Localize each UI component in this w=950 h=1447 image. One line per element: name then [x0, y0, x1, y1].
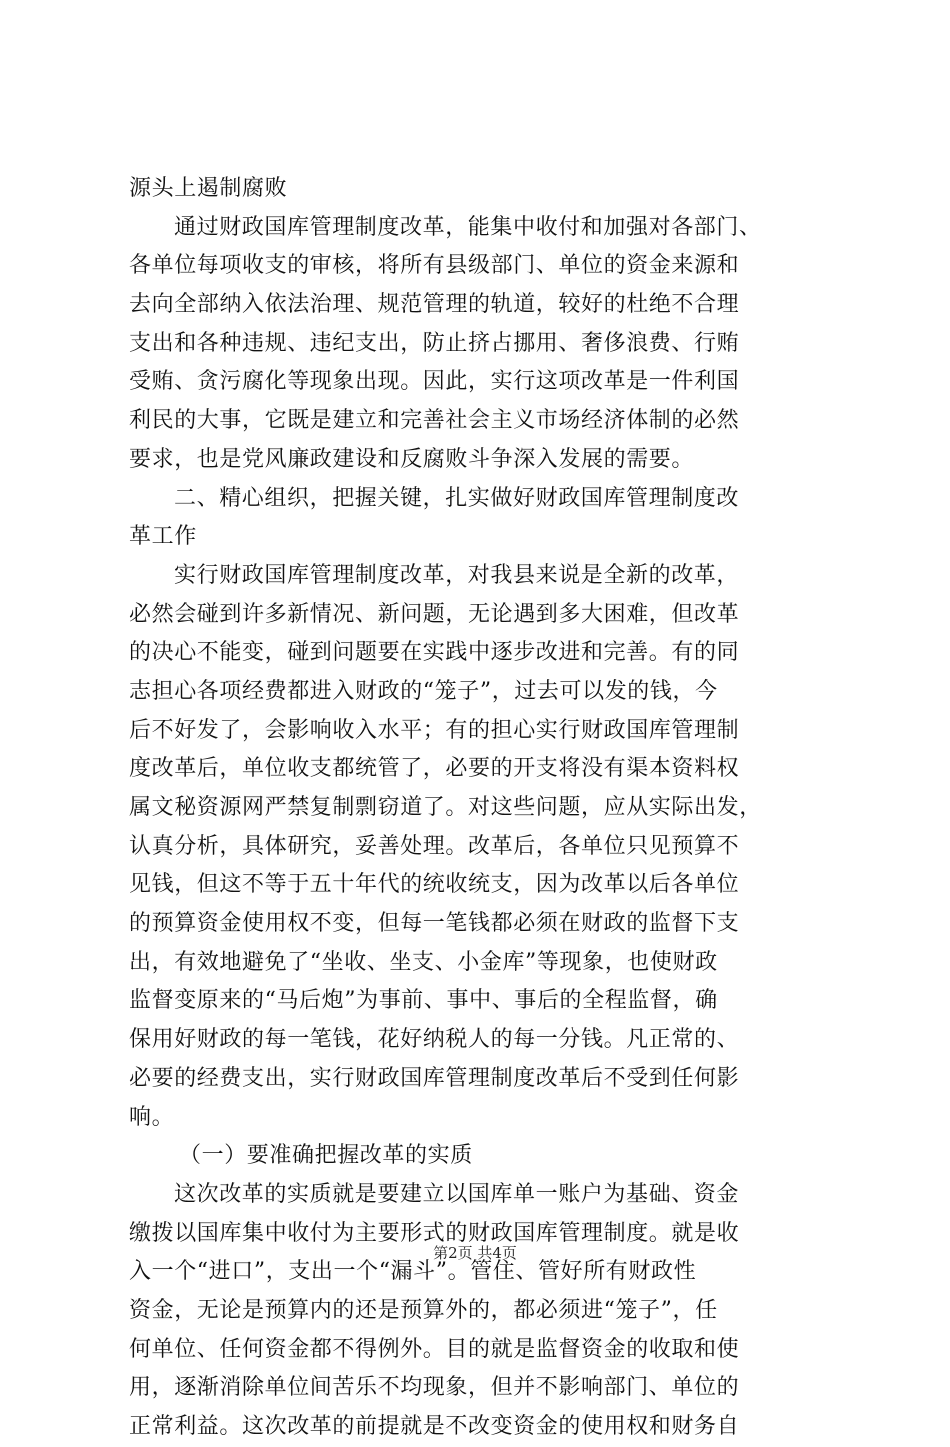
text-line: 入一个“进口”，支出一个“漏斗”。管住、管好所有财政性 — [129, 1259, 697, 1285]
text-line: 属文秘资源网严禁复制剽窃道了。对这些问题，应从实际出发， — [129, 795, 762, 820]
page-number-footer: 第2页 共4页 — [433, 1244, 517, 1262]
text-line: 必要的经费支出，实行财政国库管理制度改革后不受到任何影 — [129, 1065, 740, 1091]
text-line: 源头上遏制腐败 — [129, 176, 288, 201]
paragraph-start-line: 通过财政国库管理制度改革，能集中收付和加强对各部门、 — [174, 214, 762, 240]
text-line: 的决心不能变，碰到问题要在实践中逐步改进和完善。有的同 — [129, 640, 740, 666]
text-line: 响。 — [129, 1104, 175, 1130]
text-line: 何单位、任何资金都不得例外。目的就是监督资金的收取和使 — [129, 1336, 740, 1362]
paragraph-start-line: 这次改革的实质就是要建立以国库单一账户为基础、资金 — [174, 1181, 740, 1207]
text-line: 度改革后，单位收支都统管了，必要的开支将没有渠本资料权 — [129, 756, 740, 782]
text-line: 用，逐渐消除单位间苦乐不均现象，但并不影响部门、单位的 — [129, 1375, 740, 1401]
text-line: 利民的大事，它既是建立和完善社会主义市场经济体制的必然 — [129, 408, 740, 434]
subsection-heading-line: （一）要准确把握改革的实质 — [179, 1143, 473, 1169]
text-line: 缴拨以国库集中收付为主要形式的财政国库管理制度。就是收 — [129, 1220, 740, 1246]
text-line: 支出和各种违规、违纪支出，防止挤占挪用、奢侈浪费、行贿 — [129, 330, 740, 356]
text-line: 出，有效地避免了“坐收、坐支、小金库”等现象，也使财政 — [129, 949, 718, 975]
section-heading-line: 二、精心组织，把握关键，扎实做好财政国库管理制度改 — [174, 485, 740, 511]
text-line: 去向全部纳入依法治理、规范管理的轨道，较好的杜绝不合理 — [129, 292, 740, 318]
text-line: 要求，也是党风廉政建设和反腐败斗争深入发展的需要。 — [129, 446, 695, 472]
text-line: 后不好发了，会影响收入水平；有的担心实行财政国库管理制 — [129, 717, 740, 743]
text-line: 监督变原来的“马后炮”为事前、事中、事后的全程监督，确 — [129, 988, 718, 1014]
text-line: 各单位每项收支的审核，将所有县级部门、单位的资金来源和 — [129, 253, 740, 279]
paragraph-start-line: 实行财政国库管理制度改革，对我县来说是全新的改革， — [174, 562, 740, 588]
text-line: 必然会碰到许多新情况、新问题，无论遇到多大困难，但改革 — [129, 601, 740, 627]
text-line: 志担心各项经费都进入财政的“笼子”，过去可以发的钱，今 — [129, 678, 718, 704]
text-line: 资金，无论是预算内的还是预算外的，都必须进“笼子”，任 — [129, 1297, 718, 1323]
text-line: 正常利益。这次改革的前提就是不改变资金的使用权和财务自 — [129, 1414, 740, 1439]
text-line: 见钱，但这不等于五十年代的统收统支，因为改革以后各单位 — [129, 872, 740, 898]
text-line: 的预算资金使用权不变，但每一笔钱都必须在财政的监督下支 — [129, 911, 740, 937]
section-heading-line: 革工作 — [129, 524, 197, 550]
text-line: 认真分析，具体研究，妥善处理。改革后，各单位只见预算不 — [129, 833, 740, 859]
text-line: 保用好财政的每一笔钱，花好纳税人的每一分钱。凡正常的、 — [129, 1027, 740, 1053]
text-line: 受贿、贪污腐化等现象出现。因此，实行这项改革是一件利国 — [129, 369, 740, 395]
